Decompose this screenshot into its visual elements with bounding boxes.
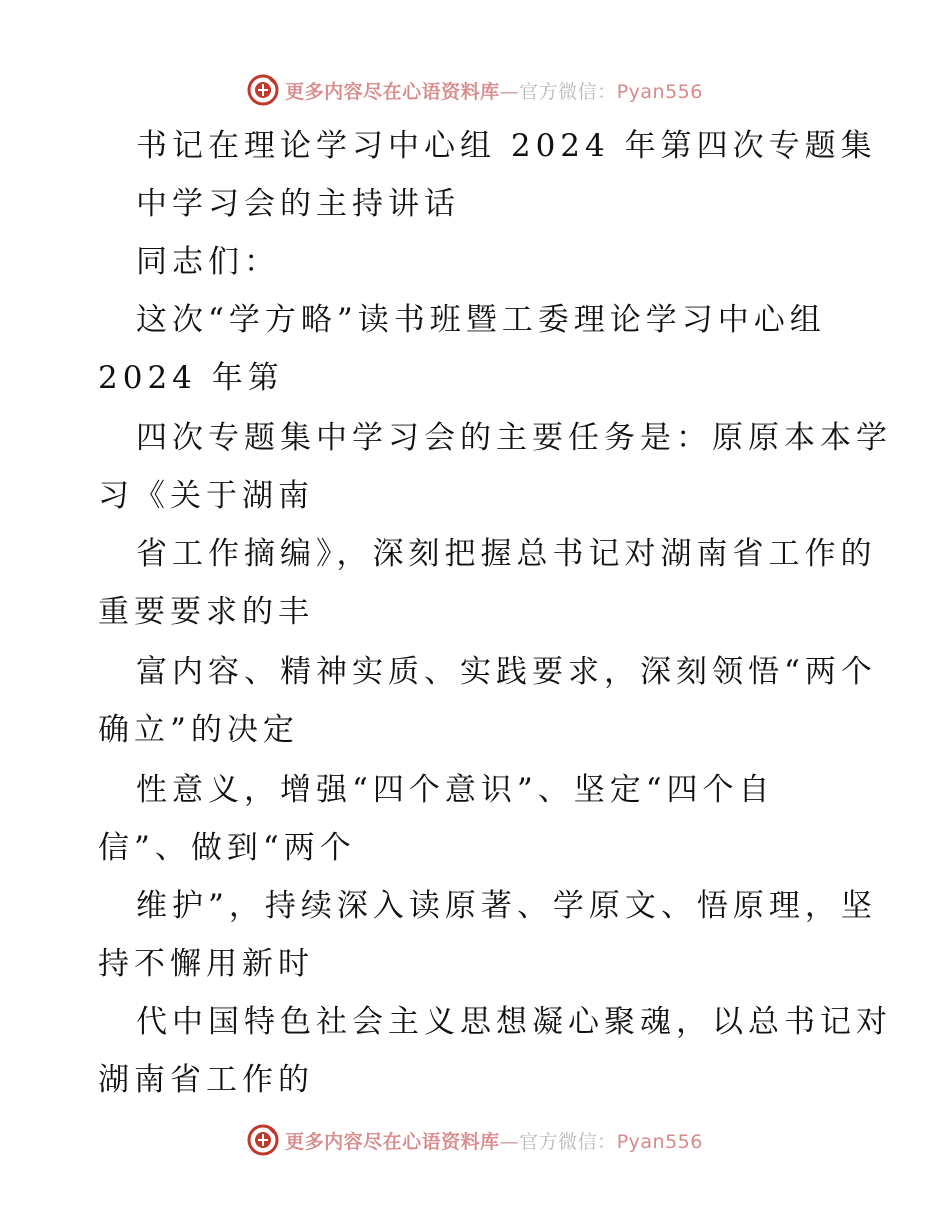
watermark-main: 更多内容尽在心语资料库 — [285, 1130, 500, 1153]
paragraph-line: 维护”，持续深入读原著、学原文、悟原理，坚 — [136, 888, 877, 924]
watermark-logo-icon — [247, 1124, 279, 1156]
watermark-id: Pyan556 — [616, 80, 703, 103]
paragraph-line: 信”、做到“两个 — [98, 830, 356, 866]
paragraph-line: 2024 年第 — [98, 360, 284, 396]
watermark-separator: — — [499, 1130, 520, 1153]
paragraph-line: 湖南省工作的 — [98, 1062, 314, 1098]
paragraph-line: 确立”的决定 — [98, 712, 299, 748]
paragraph-line: 习《关于湖南 — [98, 478, 314, 514]
watermark-logo-icon — [247, 74, 279, 106]
document-title-line-2: 中学习会的主持讲话 — [136, 186, 460, 222]
watermark-id: Pyan556 — [616, 1130, 703, 1153]
watermark-header — [0, 70, 950, 110]
paragraph-line: 重要要求的丰 — [98, 594, 314, 630]
salutation: 同志们： — [136, 244, 280, 280]
watermark-separator: — — [499, 80, 520, 103]
paragraph-line: 富内容、精神实质、实践要求，深刻领悟“两个 — [136, 654, 877, 690]
watermark-footer — [0, 1120, 950, 1160]
paragraph-line: 性意义，增强“四个意识”、坚定“四个自 — [136, 772, 775, 808]
watermark-main: 更多内容尽在心语资料库 — [285, 80, 500, 103]
paragraph-line: 这次“学方略”读书班暨工委理论学习中心组 — [136, 302, 826, 338]
watermark-label: 官方微信： — [519, 80, 617, 103]
watermark-text — [285, 77, 703, 104]
paragraph-line: 省工作摘编》，深刻把握总书记对湖南省工作的 — [136, 536, 877, 572]
paragraph-line: 持不懈用新时 — [98, 946, 314, 982]
paragraph-line: 四次专题集中学习会的主要任务是：原原本本学 — [136, 420, 892, 456]
paragraph-line: 代中国特色社会主义思想凝心聚魂，以总书记对 — [136, 1004, 892, 1040]
watermark-label: 官方微信： — [519, 1130, 617, 1153]
document-title-line-1: 书记在理论学习中心组 2024 年第四次专题集 — [136, 128, 877, 164]
watermark-text — [285, 1127, 703, 1154]
